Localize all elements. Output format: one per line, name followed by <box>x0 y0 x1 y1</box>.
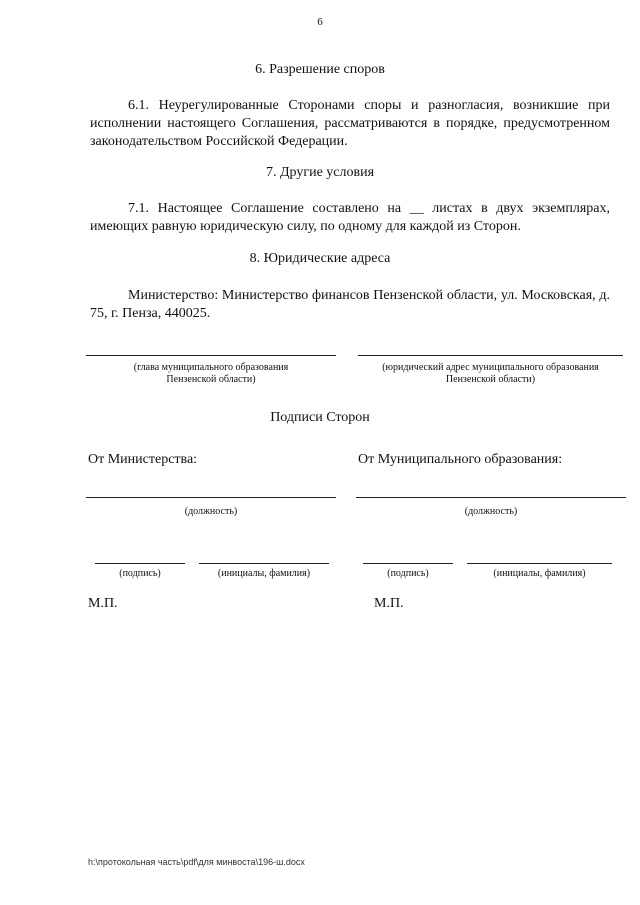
ministry-position-caption: (должность) <box>184 506 238 517</box>
section-6-heading: 6. Разрешение споров <box>255 62 385 77</box>
ministry-party-label: От Министерства: <box>88 452 198 467</box>
section-6-paragraph: 6.1. Неурегулированные Сторонами споры и разногласия, возникшие при исполнении настоящего Соглашения, рассматриваются в порядке, предусмотренном законодательством Российской Федерации. <box>90 98 610 149</box>
head-caption: (глава муниципального образования Пензенской области) <box>133 362 289 385</box>
section-8-paragraph: Министерство: Министерство финансов Пензенской области, ул. Московская, д. 75, г. Пенза, 440025. <box>90 288 610 321</box>
municipality-signature-caption: (подпись) <box>387 568 429 579</box>
section-8-heading: 8. Юридические адреса <box>249 251 391 266</box>
municipality-name-caption: (инициалы, фамилия) <box>493 568 586 579</box>
ministry-seal: М.П. <box>88 596 118 611</box>
ministry-name-line <box>199 563 329 564</box>
municipality-position-line <box>356 497 626 498</box>
page-number: 6 <box>317 16 323 28</box>
section-7-paragraph: 7.1. Настоящее Соглашение составлено на __ листах в двух экземплярах, имеющих равную юридическую силу, по одному для каждой из Сторон. <box>90 201 610 234</box>
section-7-heading: 7. Другие условия <box>265 165 375 180</box>
ministry-position-line <box>86 497 336 498</box>
municipality-seal: М.П. <box>374 596 404 611</box>
legal-address-line <box>358 355 623 356</box>
ministry-name-caption: (инициалы, фамилия) <box>217 568 311 579</box>
legal-address-caption: (юридический адрес муниципального образования Пензенской области) <box>382 362 599 385</box>
file-path-footer: h:\протокольная часть\pdf\для минвоста\196-ш.docx <box>88 857 305 867</box>
ministry-signature-caption: (подпись) <box>119 568 161 579</box>
municipality-signature-line <box>363 563 453 564</box>
municipality-position-caption: (должность) <box>464 506 518 517</box>
municipality-party-label: От Муниципального образования: <box>358 452 563 467</box>
head-signature-line <box>86 355 336 356</box>
municipality-name-line <box>467 563 612 564</box>
signatures-heading: Подписи Сторон <box>270 410 370 425</box>
ministry-signature-line <box>95 563 185 564</box>
